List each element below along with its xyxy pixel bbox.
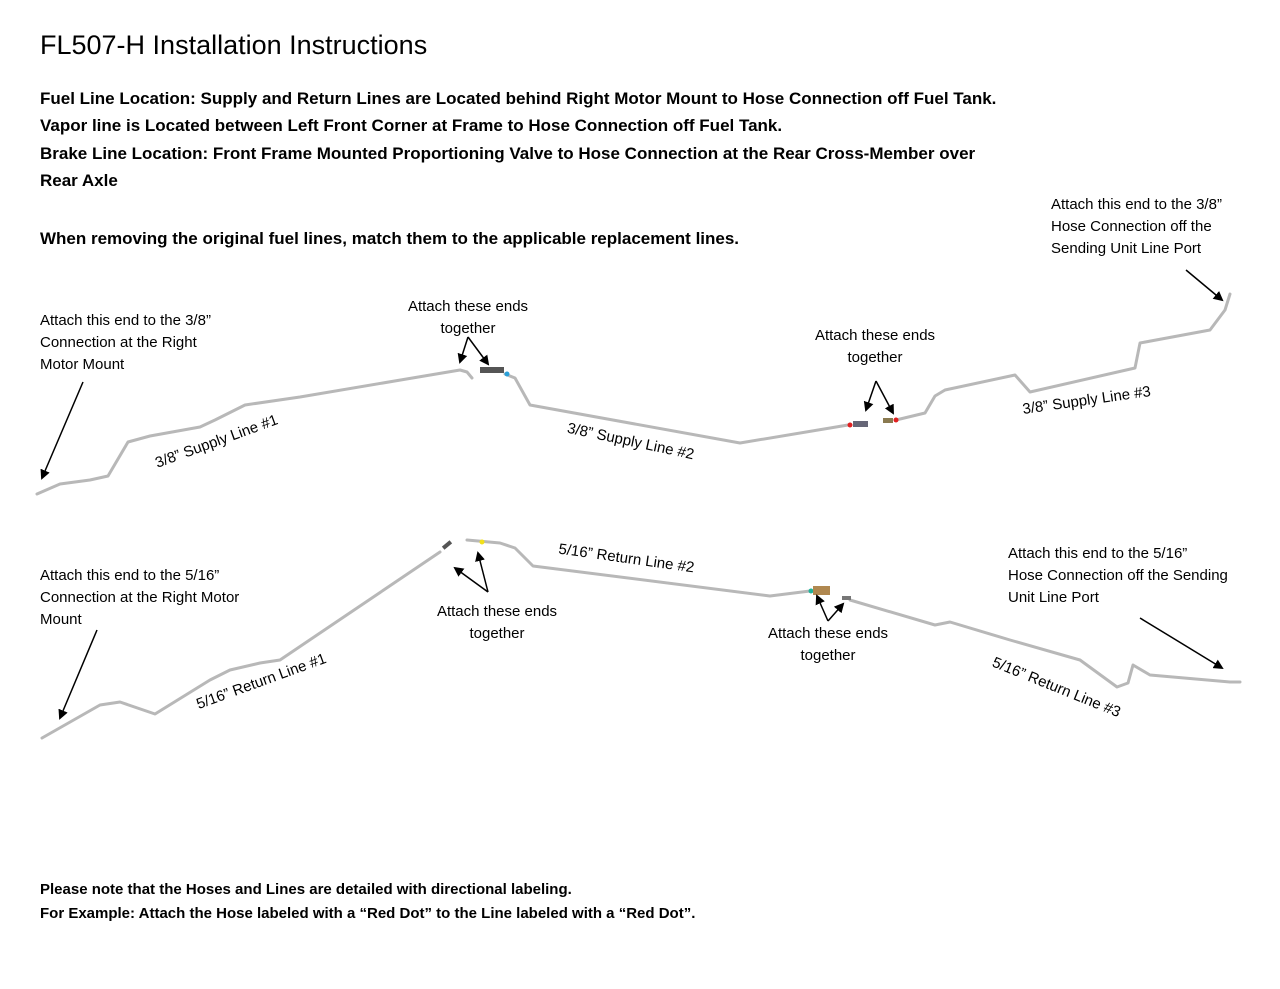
page-title: FL507-H Installation Instructions	[40, 30, 428, 60]
note-line: Attach this end to the 5/16”	[1008, 545, 1188, 562]
note-line: Unit Line Port	[1008, 589, 1099, 606]
arrow	[817, 596, 828, 621]
arrow	[460, 337, 468, 362]
supply-line-2-label: 3/8” Supply Line #2	[565, 419, 696, 464]
return-join2-note	[768, 623, 888, 667]
note-line: Attach these ends	[407, 298, 529, 315]
instruction: When removing the original fuel lines, match them to the applicable replacement lines.	[40, 229, 740, 248]
note-line: Motor Mount	[40, 356, 125, 373]
return-line-3-label: 5/16” Return Line #3	[989, 654, 1123, 721]
teal-dot	[809, 589, 814, 594]
note-line: Attach these ends	[814, 327, 936, 344]
supply-hose-fitting-1	[480, 367, 504, 373]
brake-line-location-cont: Rear Axle	[40, 171, 118, 190]
vapor-line-location: Vapor line is Located between Left Front Corner at Frame to Hose Connection off Fuel Tank.	[40, 116, 783, 135]
red-dot	[848, 423, 853, 428]
red-dot	[894, 418, 899, 423]
supply-tube-nut	[883, 418, 893, 423]
arrow	[1186, 270, 1222, 300]
supply-left-note	[40, 310, 211, 376]
note-line: Attach this end to the 3/8”	[40, 312, 211, 329]
blue-dot	[505, 372, 510, 377]
arrow	[866, 381, 876, 410]
supply-hose-fitting-2	[853, 421, 868, 427]
note-line: Hose Connection off the	[1051, 218, 1212, 235]
note-line: Connection at the Right Motor	[40, 589, 240, 606]
note-line: Attach this end to the 3/8”	[1051, 196, 1222, 213]
fuel-line-location: Fuel Line Location: Supply and Return Lines are Located behind Right Motor Mount to Hose Connection off Fuel Tank.	[40, 89, 997, 108]
note-line: Sending Unit Line Port	[1051, 240, 1202, 257]
arrow	[60, 630, 97, 718]
return-tube-nut-2	[842, 596, 851, 600]
footer-note-2: For Example: Attach the Hose labeled with a “Red Dot” to the Line labeled with a “Red Dot”.	[40, 905, 696, 922]
return-line-2-label: 5/16” Return Line #2	[557, 540, 696, 577]
arrow	[828, 604, 843, 621]
supply-join1-note	[408, 296, 528, 340]
arrow	[468, 337, 488, 364]
note-line: Attach these ends	[436, 603, 558, 620]
supply-line-1-label: 3/8” Supply Line #1	[152, 411, 281, 472]
note-line: together	[800, 647, 856, 664]
return-left-note	[40, 565, 239, 631]
supply-right-note	[1051, 194, 1222, 260]
return-tube-nut-1	[442, 540, 452, 549]
arrow	[876, 381, 893, 413]
return-line-1-label: 5/16” Return Line #1	[194, 650, 329, 713]
brake-line-location: Brake Line Location: Front Frame Mounted Proportioning Valve to Hose Connection at the Rear Cross-Member over	[40, 144, 976, 163]
note-line: Attach these ends	[767, 625, 889, 642]
note-line: Mount	[40, 611, 82, 628]
footer-note-1: Please note that the Hoses and Lines are detailed with directional labeling.	[40, 881, 572, 898]
note-line: together	[440, 320, 496, 337]
supply-line-3-label: 3/8” Supply Line #3	[1021, 383, 1152, 418]
arrow	[42, 382, 83, 478]
return-right-note	[1008, 543, 1228, 609]
note-line: Connection at the Right	[40, 334, 197, 351]
return-hose-fitting	[813, 586, 830, 595]
yellow-dot	[480, 540, 485, 545]
return-join1-note	[437, 601, 557, 645]
note-line: Hose Connection off the Sending	[1008, 567, 1228, 584]
supply-line-2-tube	[505, 374, 848, 443]
arrow	[1140, 618, 1222, 668]
note-line: together	[847, 349, 903, 366]
note-line: Attach this end to the 5/16”	[40, 567, 220, 584]
supply-join2-note	[815, 325, 935, 369]
note-line: together	[469, 625, 525, 642]
